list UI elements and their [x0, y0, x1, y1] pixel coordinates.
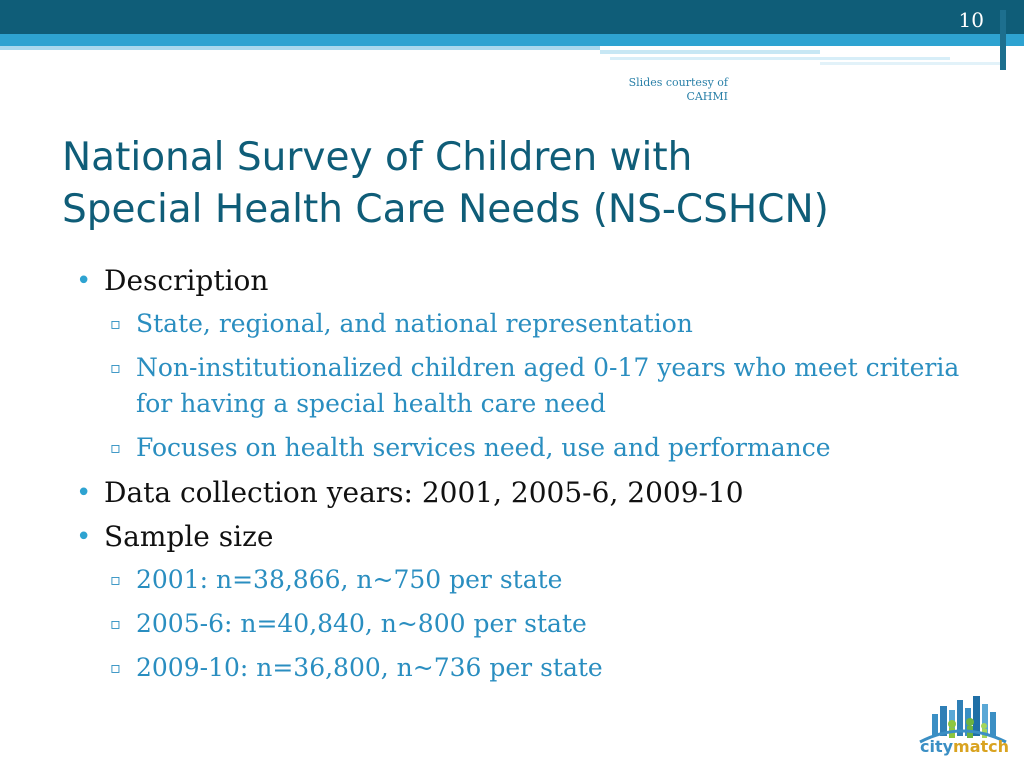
header-strip: [610, 57, 950, 60]
bullet-label: Description: [104, 264, 269, 297]
citymatch-logo-text: [920, 737, 1009, 756]
sub-bullet: [72, 562, 972, 598]
sub-bullet: [72, 306, 972, 342]
header-band-light: [0, 34, 1024, 46]
slide-content: [72, 262, 972, 694]
square-bullet-icon: ▫: [110, 358, 121, 377]
courtesy-line-2: CAHMI: [686, 90, 728, 103]
sub-bullet-text: 2001: n=38,866, n~750 per state: [136, 565, 563, 594]
bullet-sample-size: [72, 518, 972, 556]
header-strip: [0, 46, 600, 50]
sub-bullet-text: 2009-10: n=36,800, n~736 per state: [136, 653, 603, 682]
sub-bullet-text: Focuses on health services need, use and performance: [136, 433, 831, 462]
header-strip: [600, 50, 820, 54]
sub-bullet-text: 2005-6: n=40,840, n~800 per state: [136, 609, 587, 638]
header-strip: [820, 62, 1000, 65]
sub-bullet: [72, 606, 972, 642]
square-bullet-icon: ▫: [110, 570, 121, 589]
bullet-dot-icon: •: [76, 522, 92, 552]
logo-text-city: city: [920, 737, 954, 756]
header-accent-line: [1000, 10, 1006, 70]
bullet-label: Sample size: [104, 520, 274, 553]
square-bullet-icon: ▫: [110, 314, 121, 333]
header-band-dark: [0, 0, 1024, 34]
slide-title: [62, 132, 982, 236]
slide-number: 10: [958, 8, 984, 32]
sub-bullet: [72, 430, 972, 466]
title-line-2: Special Health Care Needs (NS-CSHCN): [62, 187, 829, 232]
bullet-data-collection: [72, 474, 972, 512]
bullet-label: Data collection years: 2001, 2005-6, 2009-10: [104, 476, 744, 509]
square-bullet-icon: ▫: [110, 614, 121, 633]
logo-text-match: match: [953, 737, 1010, 756]
square-bullet-icon: ▫: [110, 438, 121, 457]
sub-bullet: [72, 650, 972, 686]
sub-bullet-text: State, regional, and national representation: [136, 309, 693, 338]
bullet-dot-icon: •: [76, 478, 92, 508]
bullet-dot-icon: •: [76, 266, 92, 296]
bullet-description: [72, 262, 972, 300]
courtesy-note: [620, 76, 728, 104]
title-line-1: National Survey of Children with: [62, 135, 693, 180]
courtesy-line-1: Slides courtesy of: [628, 76, 728, 89]
square-bullet-icon: ▫: [110, 658, 121, 677]
sub-bullet-text: Non-institutionalized children aged 0-17 years who meet criteria for having a special health care need: [136, 353, 960, 418]
sub-bullet: [72, 350, 972, 422]
